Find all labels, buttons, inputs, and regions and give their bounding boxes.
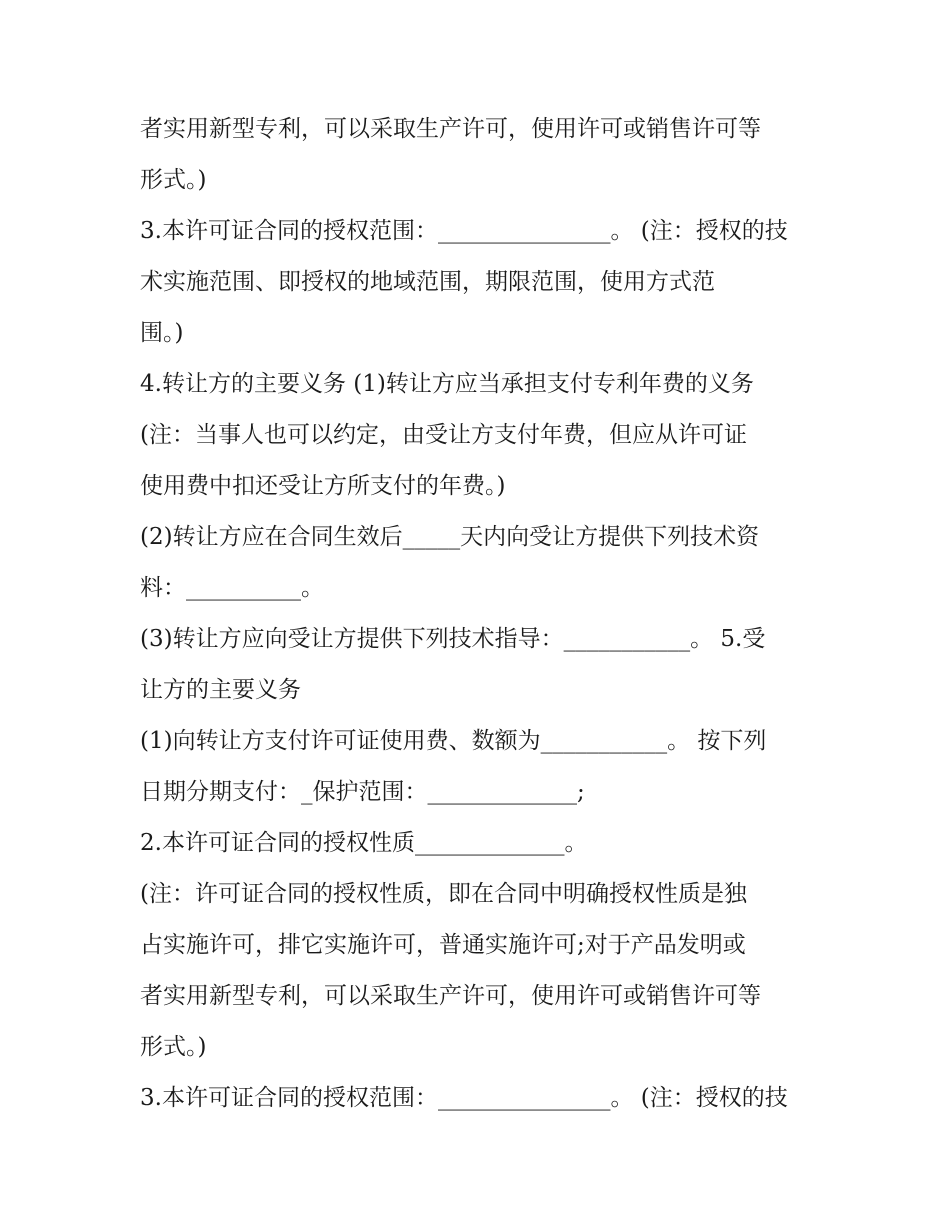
text-line: 形式。) (140, 167, 207, 193)
text-line: 形式。) (140, 1034, 207, 1060)
text-line: (1)向转让方支付许可证使用费、数额为___________。 按下列 (140, 728, 767, 754)
text-line: 料：__________。 (140, 575, 324, 601)
document-body (140, 104, 820, 1124)
text-line: 者实用新型专利，可以采取生产许可，使用许可或销售许可等 (140, 116, 761, 142)
text-line: 让方的主要义务 (140, 677, 301, 703)
text-line: 日期分期支付：_保护范围：_____________; (140, 779, 585, 805)
text-line: 4.转让方的主要义务 (1)转让方应当承担支付专利年费的义务 (140, 371, 754, 397)
text-line: (注：当事人也可以约定，由受让方支付年费，但应从许可证 (140, 422, 747, 448)
text-line: 术实施范围、即授权的地域范围，期限范围，使用方式范 (140, 269, 715, 295)
text-line: 2.本许可证合同的授权性质_____________。 (140, 830, 588, 856)
text-line: 使用费中扣还受让方所支付的年费。) (140, 473, 506, 499)
text-line: (2)转让方应在合同生效后_____天内向受让方提供下列技术资 (140, 524, 760, 550)
text-line: 者实用新型专利，可以采取生产许可，使用许可或销售许可等 (140, 983, 761, 1009)
text-line: 3.本许可证合同的授权范围：_______________。 (注：授权的技 (140, 1085, 788, 1111)
text-line: 3.本许可证合同的授权范围：_______________。 (注：授权的技 (140, 218, 788, 244)
text-line: (3)转让方应向受让方提供下列技术指导：___________。 5.受 (140, 626, 766, 652)
text-line: (注：许可证合同的授权性质，即在合同中明确授权性质是独 (140, 881, 747, 907)
text-line: 占实施许可，排它实施许可，普通实施许可;对于产品发明或 (140, 932, 746, 958)
text-line: 围。) (140, 320, 184, 346)
